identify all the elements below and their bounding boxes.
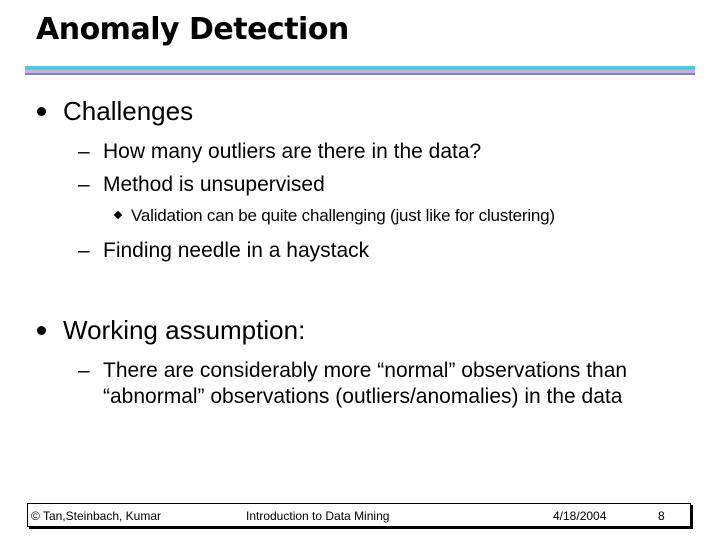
footer-page-number: 8 xyxy=(658,509,665,523)
title-rule-bottom xyxy=(25,73,695,75)
sub-bullet-text: There are considerably more “normal” observations than “abnormal” observations (outliers/anomalies) in the data xyxy=(103,359,628,408)
dash-icon: – xyxy=(78,140,90,163)
sub-bullet-text: Finding needle in a haystack xyxy=(103,239,370,262)
footer-copyright: © Tan,Steinbach, Kumar xyxy=(31,509,162,523)
footer-date: 4/18/2004 xyxy=(553,509,607,523)
bullet-text: Working assumption: xyxy=(63,315,306,345)
sub-bullet-text: How many outliers are there in the data? xyxy=(103,140,482,163)
bullet-dot-icon xyxy=(37,107,46,116)
dash-icon: – xyxy=(78,239,90,262)
bullet-text: Challenges xyxy=(63,96,194,126)
sub-bullet-text: Method is unsupervised xyxy=(103,173,325,196)
slide-title: Anomaly Detection xyxy=(36,12,349,47)
dash-icon: – xyxy=(78,173,90,196)
diamond-bullet-icon xyxy=(114,211,122,219)
dash-icon: – xyxy=(78,359,90,382)
footer-book-title: Introduction to Data Mining xyxy=(246,509,390,523)
bullet-dot-icon xyxy=(37,326,46,335)
slide-footer xyxy=(27,503,691,527)
sub-sub-bullet-text: Validation can be quite challenging (just like for clustering) xyxy=(131,206,555,225)
